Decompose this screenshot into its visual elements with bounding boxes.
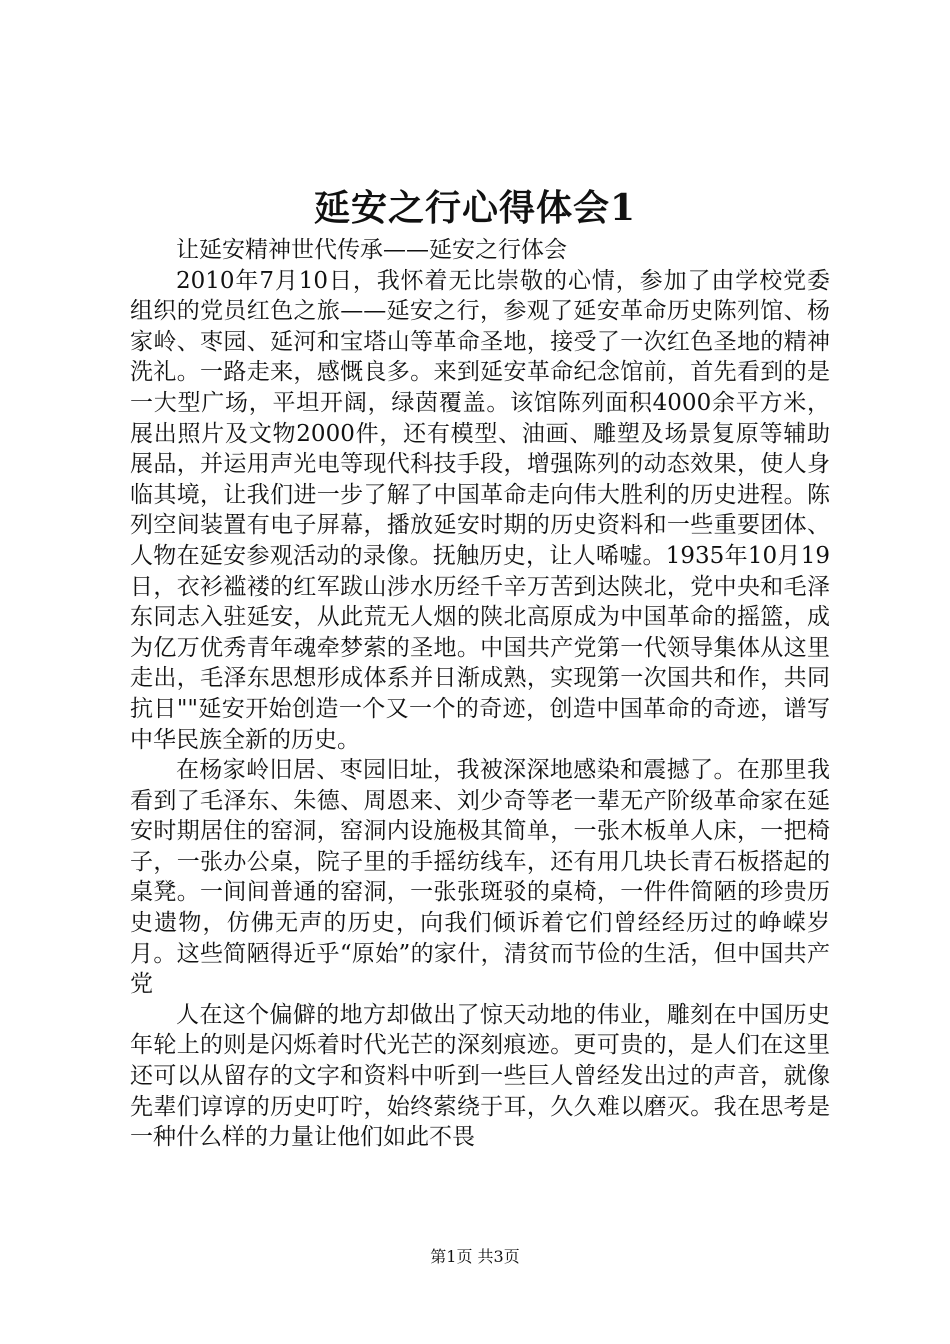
subtitle-paragraph: 让延安精神世代传承——延安之行体会 xyxy=(176,237,567,263)
body-paragraph: 人在这个偏僻的地方却做出了惊天动地的伟业，雕刻在中国历史年轮上的则是闪烁着时代光芒的深刻痕迹。更可贵的，是人们在这里还可以从留存的文字和资料中听到一些巨人曾经发出过的声音，就像先辈们谆谆的历史叮咛，始终萦绕于耳，久久难以磨灭。我在思考是一种什么样的力量让他们如此不畏 xyxy=(130,1001,830,1151)
document-body xyxy=(130,235,830,1153)
body-paragraph: 在杨家岭旧居、枣园旧址，我被深深地感染和震撼了。在那里我看到了毛泽东、朱德、周恩来、刘少奇等老一辈无产阶级革命家在延安时期居住的窑洞，窑洞内设施极其简单，一张木板单人床，一把椅子，一张办公桌，院子里的手摇纺线车，还有用几块长青石板搭起的桌凳。一间间普通的窑洞，一张张斑驳的桌椅，一件件简陋的珍贵历史遗物，仿佛无声的历史，向我们倾诉着它们曾经经历过的峥嵘岁月。这些简陋得近乎“原始”的家什，清贫而节俭的生活，但中国共产党 xyxy=(130,757,830,998)
body-paragraph: 2010年7月10日，我怀着无比崇敬的心情，参加了由学校党委组织的党员红色之旅——延安之行，参观了延安革命历史陈列馆、杨家岭、枣园、延河和宝塔山等革命圣地，接受了一次红色圣地的精神洗礼。一路走来，感慨良多。来到延安革命纪念馆前，首先看到的是一大型广场，平坦开阔，绿茵覆盖。该馆陈列面积4000余平方米，展出照片及文物2000件，还有模型、油画、雕塑及场景复原等辅助展品，并运用声光电等现代科技手段，增强陈列的动态效果，使人身临其境，让我们进一步了解了中国革命走向伟大胜利的历史进程。陈列空间装置有电子屏幕，播放延安时期的历史资料和一些重要团体、人物在延安参观活动的录像。抚触历史，让人唏嘘。1935年10月19日，衣衫褴褛的红军跋山涉水历经千辛万苦到达陕北，党中央和毛泽东同志入驻延安，从此荒无人烟的陕北高原成为中国革命的摇篮，成为亿万优秀青年魂牵梦萦的圣地。中国共产党第一代领导集体从这里走出，毛泽东思想形成体系并日渐成熟，实现第一次国共和作，共同抗日""延安开始创造一个又一个的奇迹，创造中国革命的奇迹，谱写中华民族全新的历史。 xyxy=(130,267,830,753)
page-number-footer: 第1页 共3页 xyxy=(430,1247,520,1266)
document-title: 延安之行心得体会1 xyxy=(313,187,637,229)
